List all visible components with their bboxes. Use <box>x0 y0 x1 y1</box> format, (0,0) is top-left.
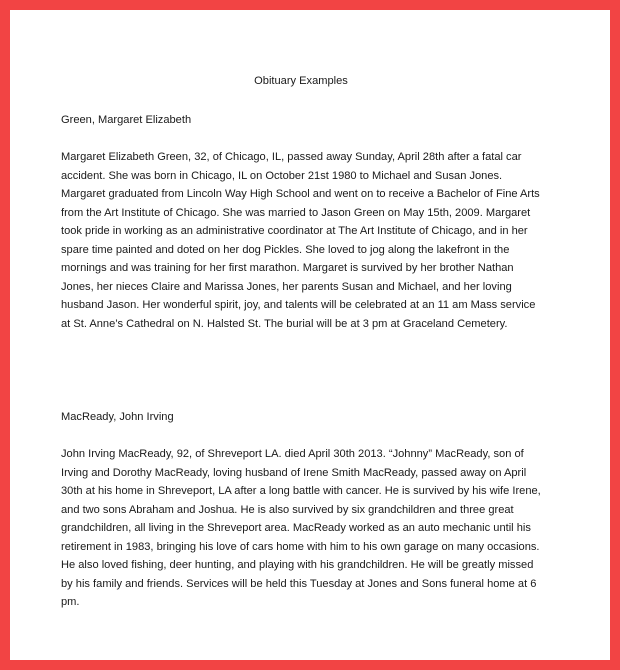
obituary-heading-macready: MacReady, John Irving <box>61 410 174 423</box>
document-title: Obituary Examples <box>254 75 348 87</box>
obituary-body-macready: John Irving MacReady, 92, of Shreveport LA. died April 30th 2013. “Johnny” MacReady, son of Irving and Dorothy MacReady, loving husband of Irene Smith MacReady, passed away on April 30th at his home in Shreveport, LA after a long battle with cancer. He is survived by his wife Irene, and two sons Abraham and Joshua. He is also survived by six grandchildren and three great grandchildren, all living in the Shreveport area. MacReady worked as an auto mechanic until his retirement in 1983, bringing his love of cars home with him to his own garage on many occasions. He also loved fishing, deer hunting, and playing with his grandchildren. He will be greatly missed by his family and friends. Services will be held this Tuesday at Jones and Sons funeral home at 6 pm. <box>61 448 541 609</box>
section-spacer <box>61 334 541 408</box>
obituary-heading-green: Green, Margaret Elizabeth <box>61 113 192 126</box>
obituary-body-green: Margaret Elizabeth Green, 32, of Chicago, IL, passed away Sunday, April 28th after a fatal car accident. She was born in Chicago, IL on October 21st 1980 to Michael and Susan Jones. Margaret graduated from Lincoln Way High School and went on to receive a Bachelor of Fine Arts from the Art Institute of Chicago. She was married to Jason Green on May 15th, 2009. Margaret took pride in working as an administrative coordinator at The Art Institute of Chicago, and in her spare time painted and doted on her dog Pickles. She loved to jog along the lakefront in the mornings and was training for her first marathon. Margaret is survived by her brother Nathan Jones, her nieces Claire and Marissa Jones, her parents Susan and Michael, and her loving husband Jason. Her wonderful spirit, joy, and talents will be celebrated at an 11 am Mass service at St. Anne’s Cathedral on N. Halsted St. The burial will be at 3 pm at Graceland Cemetery. <box>61 151 540 331</box>
document-page <box>61 72 541 612</box>
